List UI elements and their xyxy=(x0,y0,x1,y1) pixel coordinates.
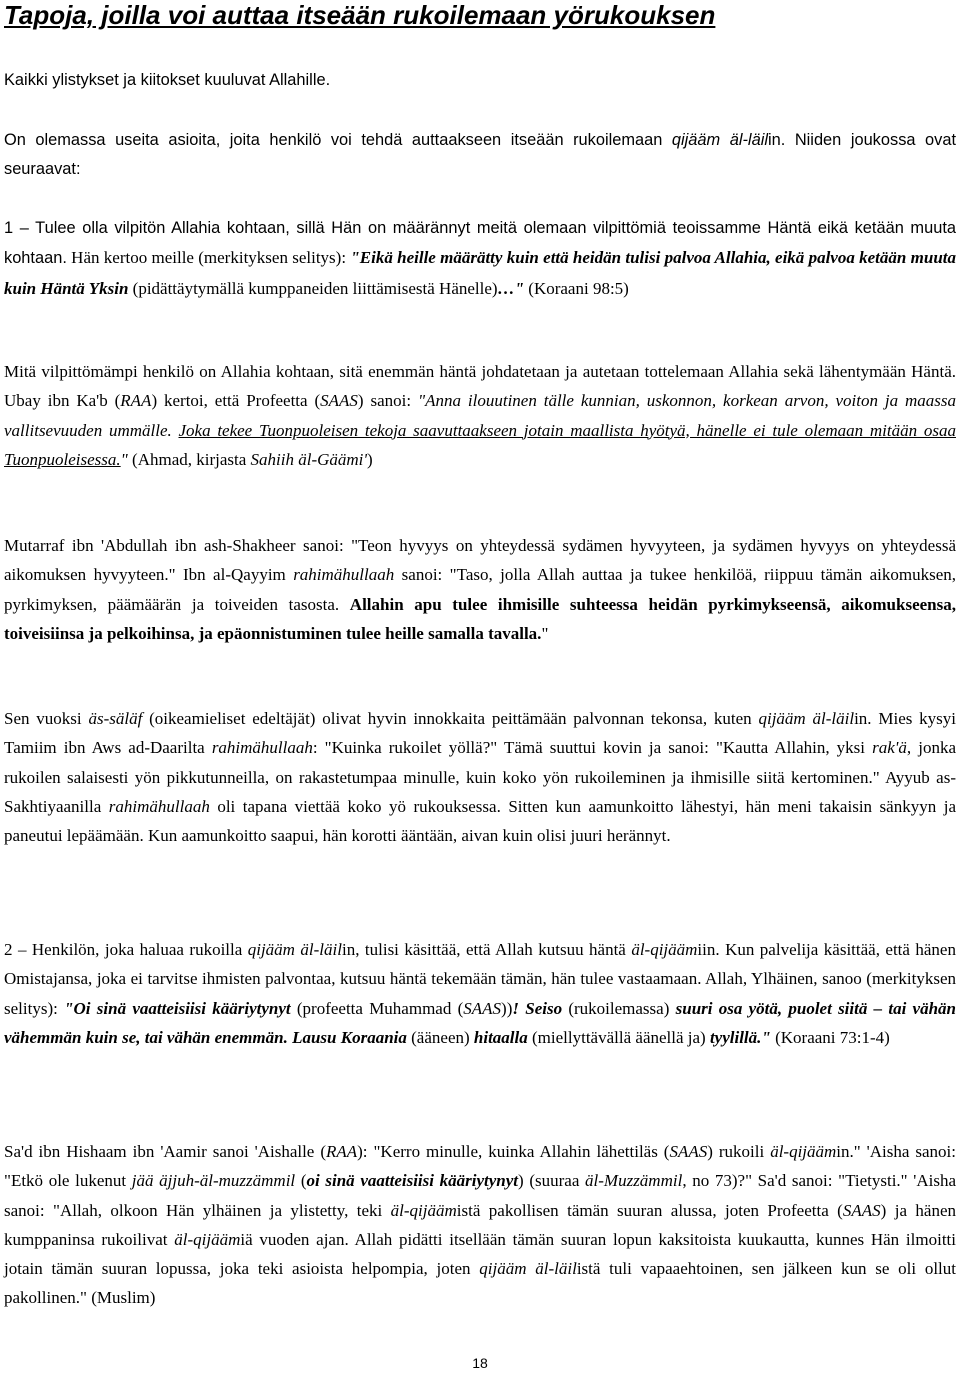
text-run: On olemassa useita asioita, joita henkilö voi tehdä auttaakseen itseään rukoilemaan xyxy=(4,131,672,149)
quran-quote: "Oi sinä vaatteisiisi kääriytynyt xyxy=(64,998,291,1018)
text-run: in." 'Aisha sanoi: "Etkö ole lukenut xyxy=(4,1142,956,1191)
term-italic: äl-qijääm xyxy=(770,1142,837,1161)
text-run: in. Mies kysyi Tamiim ibn Aws ad-Daarilta xyxy=(4,709,957,758)
paragraph-5 xyxy=(4,531,956,648)
text-run: in, tulisi käsittää, että Allah kutsuu häntä xyxy=(341,940,632,959)
honorific: RAA xyxy=(325,1142,358,1161)
honorific: RAA xyxy=(120,391,152,411)
term-italic: qijääm äl-läil xyxy=(247,940,342,959)
quran-quote: tyylillä." xyxy=(709,1027,771,1047)
text-run: : "Kuinka rukoilet yöllä?" Tämä suuttui kovin ja sanoi: "Kautta Allahin, yksi xyxy=(312,738,873,758)
text-run: iä vuoden ajan. Allah pidätti itsellään tämän suuran lopun kaksitoista kuukautta, kunnes Hän ilmoitti jotain tämän suuran lopussa, joka teki asioista helpompia, joten xyxy=(4,1229,956,1279)
paragraph-7 xyxy=(4,935,956,1052)
honorific: SAAS xyxy=(463,998,502,1018)
text-run: ) (suuraa xyxy=(518,1171,586,1191)
text-run: (oikeamieliset edeltäjät) olivat hyvin innokkaita peittämään palvonnan tekonsa, kuten xyxy=(142,709,759,728)
term-italic: äs-säläf xyxy=(88,709,143,728)
text-run: ) kertoi, että Profeetta ( xyxy=(151,391,321,411)
paragraph-intro xyxy=(4,66,956,95)
quran-quote: hitaalla xyxy=(473,1027,528,1047)
text-run: ( xyxy=(295,1171,307,1191)
text-run: ): "Kerro minulle, kuinka Allahin lähettiläs ( xyxy=(357,1142,670,1161)
term-italic: qijääm äl-läil xyxy=(479,1259,577,1279)
text-run: Mutarraf ibn 'Abdullah ibn ash-Shakheer sanoi: "Teon hyvyys on yhteydessä sydämen hyvyyteen, ja sydämen hyvyys on yhteydessä aikomuksen hyvyyteen." Ibn al-Qayyim xyxy=(4,536,956,585)
text-run: ) sanoi: xyxy=(357,391,418,411)
text-run: Sen vuoksi xyxy=(4,709,89,728)
term-italic: qijääm äl-läil xyxy=(758,709,855,728)
text-run: )) xyxy=(501,998,513,1018)
intro-text: Kaikki ylistykset ja kiitokset kuuluvat Allahille. xyxy=(4,71,331,89)
honorific: rahimähullaah xyxy=(108,796,210,816)
text-run: istä tuli vapaaehtoinen, sen jälkeen kun se oli ollut pakollinen." (Muslim) xyxy=(4,1259,956,1308)
text-run: sanoi: "Taso, jolla Allah auttaa ja tukee henkilöä, riippuu tämän aikomuksen, pyrkimyksen, päämäärän ja toiveiden tasosta. xyxy=(4,565,957,614)
text-run: 2 – Henkilön, joka haluaa rukoilla xyxy=(4,940,248,959)
text-run: Sa'd ibn Hishaam ibn 'Aamir sanoi 'Aishalle ( xyxy=(4,1142,326,1161)
text-run: (ääneen) xyxy=(406,1027,474,1047)
page-title: Tapoja, joilla voi auttaa itseään rukoilemaan yörukouksen xyxy=(4,0,716,30)
term-italic: äl-Muzzämmil xyxy=(585,1171,683,1191)
term-italic: rak'ä xyxy=(872,738,907,758)
paragraph-2 xyxy=(4,126,956,185)
term-italic: jää äjjuh-äl-muzzämmil xyxy=(131,1171,296,1191)
text-run: in. Niiden joukossa ovat seuraavat: xyxy=(4,131,957,179)
quote-end: " xyxy=(120,449,128,469)
text-run: ) ja hänen kumppaninsa rukoilivat xyxy=(4,1200,956,1249)
paragraph-6 xyxy=(4,704,956,850)
honorific: rahimähullaah xyxy=(293,565,395,585)
honorific: rahimähullaah xyxy=(211,738,313,758)
paragraph-8 xyxy=(4,1137,956,1313)
text-run: iin. Kun palvelija käsittää, että hänen Omistajansa, joka ei tarvitse ihmisten palvontaa, kutsuu häntä tekemään tämän, hän tulee vastaamaan. Allah, Ylhäinen, sanoo (merkityksen selitys): xyxy=(4,940,956,1018)
text-run: , jonka rukoilen salaisesti yön pikkutunneilla, on rakastetumpaa minulle, kuin koko yön rukoileminen ja ihmisille siitä kertominen." Ayyub as-Sakhtiyaanilla xyxy=(4,738,956,816)
text-run: (miellyttävällä äänellä ja) xyxy=(527,1027,710,1047)
text-run: istä pakollisen tämän suuran alussa, joten Profeetta ( xyxy=(456,1200,843,1220)
quote-end: …" xyxy=(497,278,525,298)
honorific: SAAS xyxy=(320,391,358,411)
page-number: 18 xyxy=(472,1355,488,1371)
reference: (Koraani 73:1-4) xyxy=(770,1027,890,1047)
text-run: ) rukoili xyxy=(707,1142,771,1161)
paragraph-4 xyxy=(4,357,956,474)
term-italic: qijääm äl-läil xyxy=(671,131,768,149)
text-run: Mitä vilpittömämpi henkilö on Allahia kohtaan, sitä enemmän häntä johdatetaan ja autetaan tottelemaan Allahia sekä lähentymään Häntä. Ubay ibn Ka'b ( xyxy=(4,362,956,411)
quran-quote: suuri osa yötä, puolet siitä – tai vähän vähemmän kuin se, tai vähän enemmän. Lausu Koraania xyxy=(4,998,956,1047)
quran-quote: ! Seiso xyxy=(512,998,563,1018)
text-run: (profeetta Muhammad ( xyxy=(290,998,464,1018)
text-run: ) xyxy=(367,449,373,469)
text-run: (Ahmad, kirjasta xyxy=(127,449,251,469)
paragraph-3 xyxy=(4,213,956,303)
quran-quote: oi sinä vaatteisiisi kääriytynyt xyxy=(306,1171,519,1191)
hadith-quote-underlined: Joka tekee Tuonpuoleisen tekoja saavuttaakseen jotain maallista hyötyä, hänelle ei tule olemaan mitään osaa Tuonpuoleisessa. xyxy=(4,420,956,469)
text-run: (rukoilemassa) xyxy=(562,998,676,1018)
reference: (Koraani 98:5) xyxy=(524,278,629,298)
term-italic: äl-qijääm xyxy=(631,940,698,959)
hadith-quote: "Anna ilouutinen tälle kunnian, uskonnon, korkean arvon, voiton ja maassa vallitsevuuden ummälle. xyxy=(4,391,957,440)
text-run: oli tapana viettää koko yö rukouksessa. Sitten kun aamunkoitto lähestyi, hän meni takaisin sänkyyn ja paneutui lepäämään. Kun aamunkoitto saapui, hän korotti ääntään, aivan kuin olisi juuri herännyt. xyxy=(4,796,956,846)
text-run: Hän kertoo meille (merkityksen selitys): xyxy=(66,248,351,268)
bold-statement: Allahin apu tulee ihmisille suhteessa heidän pyrkimykseensä, aikomukseensa, toiveisiinsa ja pelkoihinsa, ja epäonnistuminen tulee heille samalla tavalla. xyxy=(4,594,956,643)
text-run: " xyxy=(541,623,549,643)
honorific: SAAS xyxy=(842,1200,881,1220)
text-run: (pidättäytymällä kumppaneiden liittämisestä Hänelle) xyxy=(128,278,498,298)
term-italic: äl-qijääm xyxy=(390,1200,457,1220)
text-run: 1 – Tulee olla vilpitön Allahia kohtaan, sillä Hän on määrännyt meitä olemaan vilpittömiä teoissamme Häntä eikä ketään muuta kohtaan. xyxy=(4,219,956,268)
honorific: SAAS xyxy=(669,1142,708,1161)
term-italic: äl-qijääm xyxy=(174,1229,241,1249)
text-run: , no 73)?" Sa'd sanoi: "Tietysti." 'Aisha sanoi: "Allah, olkoon Hän ylhäinen ja ylistetty, teki xyxy=(4,1171,956,1220)
quran-quote: "Eikä heille määrätty kuin että heidän tulisi palvoa Allahia, eikä palvoa ketään muuta kuin Häntä Yksin xyxy=(4,248,956,298)
book-title: Sahiih äl-Gäämi' xyxy=(250,449,368,469)
